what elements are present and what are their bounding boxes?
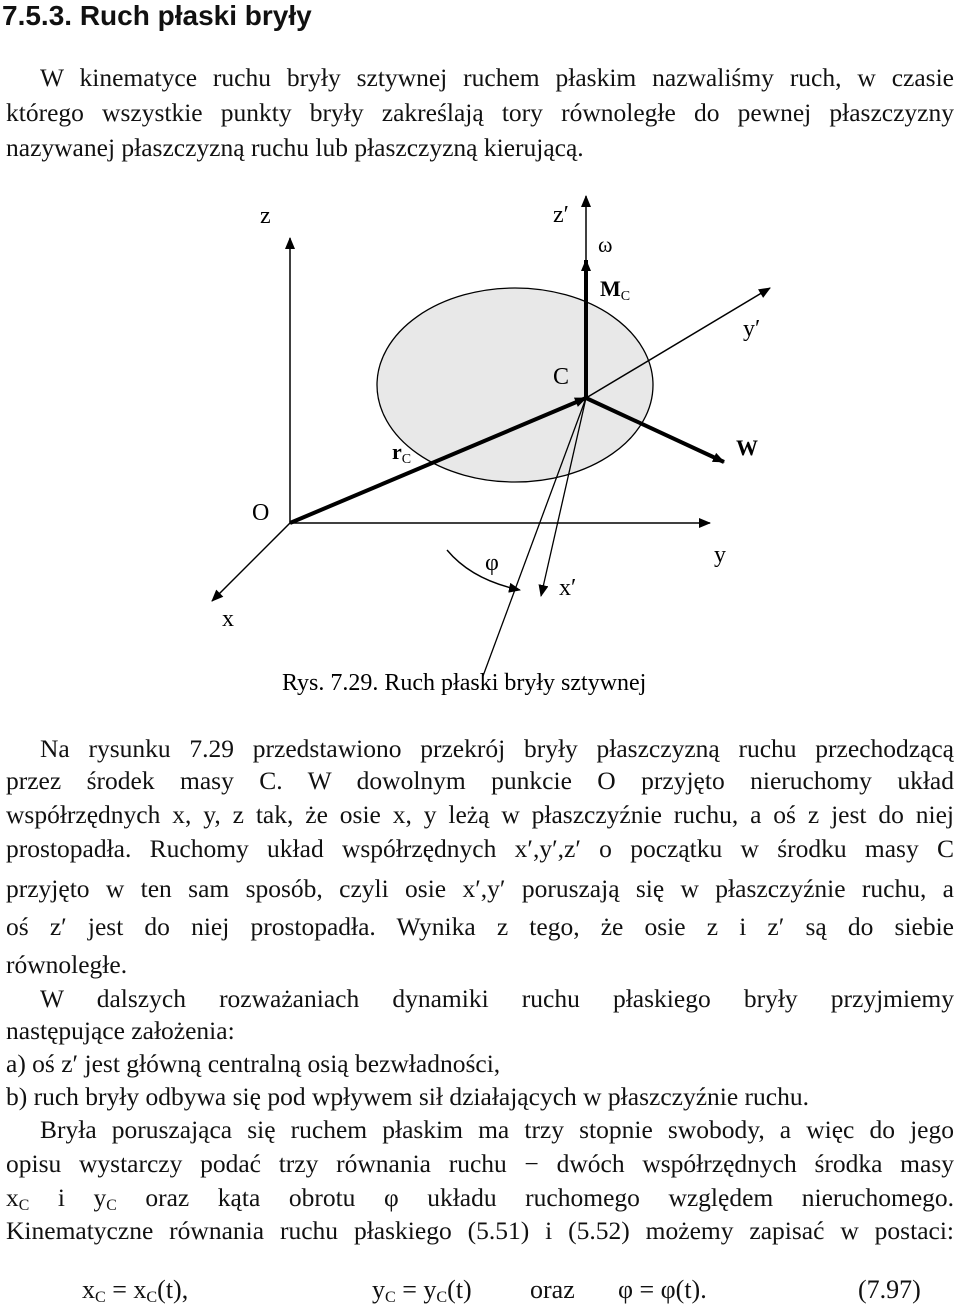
x-prime-label: x′ [559, 575, 577, 601]
body-line-12: Bryła poruszająca się ruchem płaskim ma trzy stopnie swobody, a więc do jego [40, 1115, 954, 1144]
x-axis [212, 523, 290, 601]
z-prime-label: z′ [553, 202, 569, 228]
yc-symbol: $y_C$ [93, 1183, 117, 1214]
body-line-15: Kinematyczne równania ruchu płaskiego (5.51) i (5.52) możemy zapisać w postaci: [6, 1216, 954, 1245]
z-label: z [260, 203, 271, 229]
phi-angle-arc [447, 550, 520, 590]
intro-line-2: którego wszystkie punkty bryły zakreślają tory równoległe do pewnej płaszczyzny [6, 98, 954, 127]
equation-yc: $y_C = y_C(t)$ [372, 1275, 472, 1306]
intro-line-3: nazywanej płaszczyzną ruchu lub płaszczyzną kierującą. [6, 133, 584, 162]
body-line-7: równoległe. [6, 950, 128, 979]
phi-label: φ [485, 550, 499, 576]
equation-phi: φ = φ(t). [618, 1275, 707, 1304]
mc-label: MC [600, 276, 631, 304]
c-label: C [553, 364, 570, 390]
o-label: O [252, 500, 270, 526]
body-line-2: przez środek masy C. W dowolnym punkcie O przyjęto nieruchomy układ [6, 766, 954, 795]
cross-section-ellipse [377, 288, 653, 482]
equation-xc: $x_C = x_C(t)$, [82, 1275, 189, 1306]
body-line-10: a) oś z′ jest główną centralną osią bezwładności, [6, 1049, 501, 1078]
intro-line-1: W kinematyce ruchu bryły sztywnej ruchem płaskim nazwaliśmy ruch, w czasie [40, 63, 954, 92]
y-prime-label: y′ [743, 316, 761, 342]
section-heading: 7.5.3. Ruch płaski bryły [2, 0, 312, 31]
x-label: x [222, 606, 234, 632]
body-line-3: współrzędnych x, y, z tak, że osie x, y leżą w płaszczyźnie ruchu, a oś z jest do niej [6, 800, 954, 829]
xc-symbol: $x_C$ [6, 1183, 30, 1214]
w-label: W [736, 435, 758, 460]
body-line-4: prostopadła. Ruchomy układ współrzędnych x′,y′,z′ o początku w środku masy C [6, 834, 954, 863]
rc-label: rC [392, 439, 412, 467]
figure-caption: Rys. 7.29. Ruch płaski bryły sztywnej [282, 670, 647, 696]
body-line-5: przyjęto w ten sam sposób, czyli osie x′,y′ poruszają się w płaszczyźnie ruchu, a [6, 874, 954, 903]
body-line-9: następujące założenia: [6, 1016, 235, 1045]
rigid-body-figure [0, 180, 960, 720]
y-label: y [714, 542, 726, 568]
omega-label: ω [598, 232, 613, 257]
body-line-6: oś z′ jest do niej prostopadła. Wynika z tego, że osie z i z′ są do siebie [6, 912, 954, 941]
body-line-1: Na rysunku 7.29 przedstawiono przekrój bryły płaszczyzną ruchu przechodzącą [40, 734, 954, 763]
equation-number: (7.97) [858, 1275, 921, 1304]
body-line-8: W dalszych rozważaniach dynamiki ruchu płaskiego bryły przyjmiemy [40, 984, 954, 1013]
body-line-14: $x_C$ i $y_C$ oraz kąta obrotu φ układu ruchomego względem nieruchomego. [6, 1183, 954, 1214]
body-line-11: b) ruch bryły odbywa się pod wpływem sił działających w płaszczyźnie ruchu. [6, 1082, 809, 1111]
body-line-13: opisu wystarczy podać trzy równania ruchu − dwóch współrzędnych środka masy [6, 1149, 954, 1178]
equation-conjunction: oraz [530, 1275, 575, 1304]
